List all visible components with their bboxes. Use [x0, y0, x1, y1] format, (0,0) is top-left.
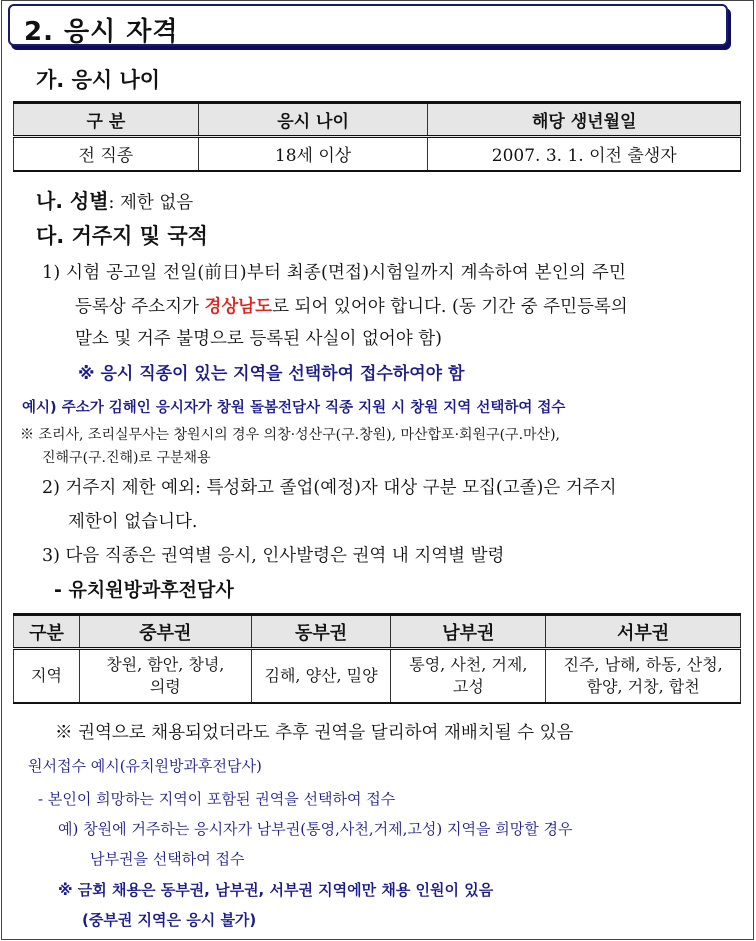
note-apply: ※ 응시 직종이 있는 지역을 선택하여 접수하여야 함 — [78, 364, 465, 384]
note-cook-line-2: 진해구(구.진해)로 구분채용 — [42, 450, 211, 466]
region-cell-east — [251, 649, 391, 703]
region-cell-central — [79, 649, 251, 703]
para-3: 3) 다음 직종은 권역별 응시, 인사발령은 권역 내 지역별 발령 — [42, 546, 505, 566]
cell-line: 고성 — [452, 676, 484, 696]
gender-value: : 제한 없음 — [108, 193, 194, 213]
text: 등록상 주소지가 — [75, 297, 205, 317]
header-cell: 구분 — [14, 615, 80, 649]
highlight-region: 경상남도 — [204, 297, 273, 317]
para-2-line-1: 2) 거주지 제한 예외: 특성화고 졸업(예정)자 대상 구분 모집(고졸)은 거주지 — [42, 478, 617, 498]
row-label: 지역 — [14, 649, 80, 703]
header-cell: 남부권 — [391, 615, 546, 649]
header-cell: 응시 나이 — [198, 103, 428, 137]
region-table — [13, 613, 741, 704]
para-1-line-2 — [75, 293, 628, 318]
note-region: ※ 권역으로 채용되었더라도 추후 권역을 달리하여 재배치될 수 있음 — [55, 723, 574, 743]
section-title: 2. 응시 자격 — [24, 17, 179, 47]
table-row — [14, 649, 741, 703]
note-final-2: (중부권 지역은 응시 불가) — [82, 911, 257, 929]
heading-gender: 나. 성별 — [36, 189, 109, 213]
note-final-1: ※ 금회 채용은 동부권, 남부권, 서부권 지역에만 채용 인원이 있음 — [58, 881, 494, 899]
gender-line — [36, 185, 193, 214]
table-cell: 2007. 3. 1. 이전 출생자 — [428, 137, 741, 171]
example-2-line-2: 예) 창원에 거주하는 응시자가 남부권(통영,사천,거제,고성) 지역을 희망할 경우 — [58, 820, 573, 838]
heading-age: 가. 응시 나이 — [36, 68, 161, 92]
table-cell: 18세 이상 — [198, 137, 428, 171]
text: 로 되어 있어야 합니다. (동 기간 중 주민등록의 — [272, 297, 628, 317]
example-2-line-3: 남부권을 선택하여 접수 — [90, 850, 245, 868]
age-table — [13, 101, 741, 172]
header-cell: 서부권 — [546, 615, 741, 649]
header-cell: 중부권 — [79, 615, 251, 649]
heading-residence: 다. 거주지 및 국적 — [36, 224, 208, 248]
sub-job-heading: - 유치원방과후전담사 — [54, 579, 234, 601]
example-1: 예시) 주소가 김해인 응시자가 창원 돌봄전담사 직종 지원 시 창원 지역 선택하여 접수 — [22, 400, 566, 416]
header-cell: 구 분 — [14, 103, 199, 137]
cell-line: 김해, 양산, 밀양 — [264, 665, 378, 685]
cell-line: 통영, 사천, 거제, — [409, 654, 528, 674]
table-cell: 전 직종 — [14, 137, 199, 171]
para-1-line-1: 1) 시험 공고일 전일(前日)부터 최종(면접)시험일까지 계속하여 본인의 주민 — [42, 263, 627, 283]
note-cook-line-1: ※ 조리사, 조리실무사는 창원시의 경우 의창·성산구(구.창원), 마산합포·회원구(구.마산), — [20, 427, 560, 443]
region-table-header — [14, 615, 741, 649]
header-cell: 동부권 — [251, 615, 391, 649]
age-table-header — [14, 103, 741, 137]
para-2-line-2: 제한이 없습니다. — [68, 512, 198, 532]
table-row — [14, 137, 741, 171]
cell-line: 함양, 거창, 합천 — [586, 676, 700, 696]
example-2-title: 원서접수 예시(유치원방과후전담사) — [28, 757, 262, 775]
cell-line: 창원, 함안, 창녕, — [106, 654, 225, 674]
example-2-line-1: - 본인이 희망하는 지역이 포함된 권역을 선택하여 접수 — [38, 790, 396, 808]
para-1-line-3: 말소 및 거주 불명으로 등록된 사실이 없어야 함) — [75, 329, 442, 349]
region-cell-west — [546, 649, 741, 703]
cell-line: 의령 — [149, 676, 181, 696]
cell-line: 진주, 남해, 하동, 산청, — [563, 654, 723, 674]
header-cell: 해당 생년월일 — [428, 103, 741, 137]
section-title-box — [8, 4, 728, 46]
region-cell-south — [391, 649, 546, 703]
